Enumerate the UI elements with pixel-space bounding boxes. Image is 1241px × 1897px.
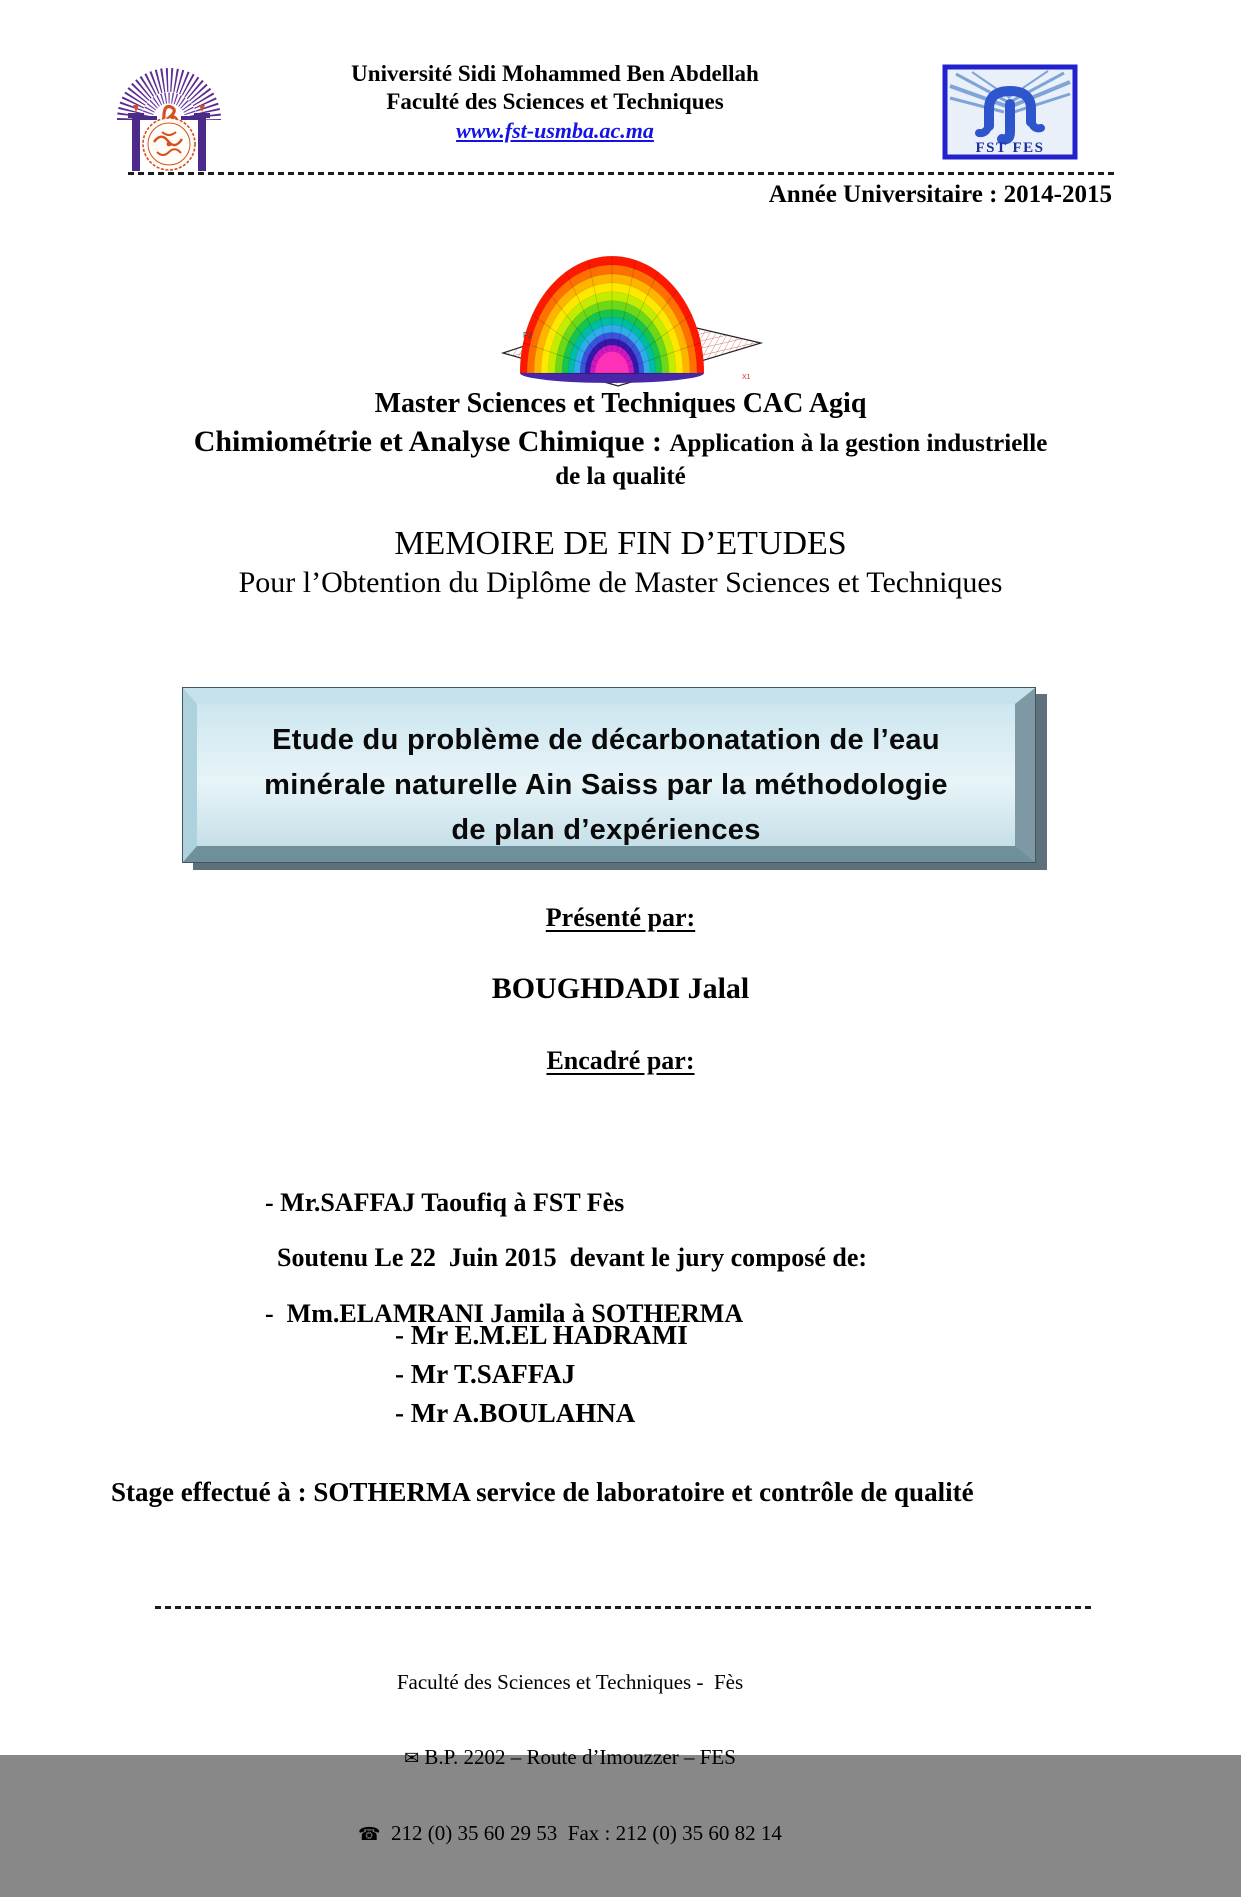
program-subtitle — [0, 425, 1241, 459]
footer-address — [0, 1745, 1140, 1771]
memoire-title: MEMOIRE DE FIN D’ETUDES — [394, 525, 847, 562]
supervisor-item: - Mm.ELAMRANI Jamila à SOTHERMA — [265, 1299, 744, 1328]
header-text-block — [240, 60, 870, 146]
supervised-by-heading: Encadré par: — [546, 1046, 695, 1075]
fst-fes-logo — [942, 64, 1078, 160]
jury-member: - Mr A.BOULAHNA — [395, 1398, 636, 1428]
jury-list — [395, 1316, 688, 1433]
program-title: Master Sciences et Techniques CAC Agiq — [374, 388, 867, 419]
thesis-title-line3: de plan d’expériences — [451, 814, 761, 846]
defense-intro: Soutenu Le 22 Juin 2015 devant le jury composé de: — [277, 1243, 868, 1272]
footer-phone — [0, 1821, 1140, 1847]
phone-icon: ☎ — [358, 1824, 381, 1845]
separator-dashed-top — [128, 172, 1116, 175]
footer-address-text: B.P. 2202 – Route d’Imouzzer – FES — [424, 1745, 736, 1769]
presented-by-heading: Présenté par: — [545, 903, 696, 932]
figure-axis-label-f2: F2 — [523, 331, 533, 340]
footer-block — [0, 1620, 1140, 1897]
website-link[interactable]: www.fst-usmba.ac.ma — [456, 118, 654, 143]
thesis-title-line1: Etude du problème de décarbonatation de l’eau — [272, 724, 940, 756]
author-name: BOUGHDADI Jalal — [491, 972, 750, 1005]
academic-year: Année Universitaire : 2014-2015 — [768, 181, 1112, 208]
internship-line: Stage effectué à : SOTHERMA service de laboratoire et contrôle de qualité — [111, 1477, 974, 1507]
thesis-title-box — [183, 688, 1035, 862]
university-name: Université Sidi Mohammed Ben Abdellah — [351, 61, 759, 86]
separator-dashed-bottom — [155, 1606, 1091, 1609]
faculty-name: Faculté des Sciences et Techniques — [386, 89, 724, 114]
program-subtitle-rest: Application à la gestion industrielle — [669, 430, 1048, 457]
jury-member: - Mr T.SAFFAJ — [395, 1359, 576, 1389]
footer-phone-text: 212 (0) 35 60 29 53 Fax : 212 (0) 35 60 82 14 — [391, 1821, 782, 1845]
university-seal-icon — [112, 60, 226, 176]
program-subtitle-main: Chimiométrie et Analyse Chimique : — [193, 425, 670, 458]
jury-member: - Mr E.M.EL HADRAMI — [395, 1320, 688, 1350]
mail-icon: ✉ — [404, 1748, 420, 1769]
program-subtitle-cont: de la qualité — [555, 463, 686, 490]
response-surface-figure — [495, 216, 785, 396]
memoire-subtitle: Pour l’Obtention du Diplôme de Master Sciences et Techniques — [238, 566, 1003, 599]
figure-axis-label-x1: X1 — [742, 374, 751, 381]
thesis-title-line2: minérale naturelle Ain Saiss par la méthodologie — [264, 769, 948, 801]
footer-faculty: Faculté des Sciences et Techniques - Fès — [396, 1670, 744, 1694]
fst-logo-caption: FST FES — [975, 140, 1045, 156]
supervisor-item: - Mr.SAFFAJ Taoufiq à FST Fès — [265, 1188, 625, 1217]
